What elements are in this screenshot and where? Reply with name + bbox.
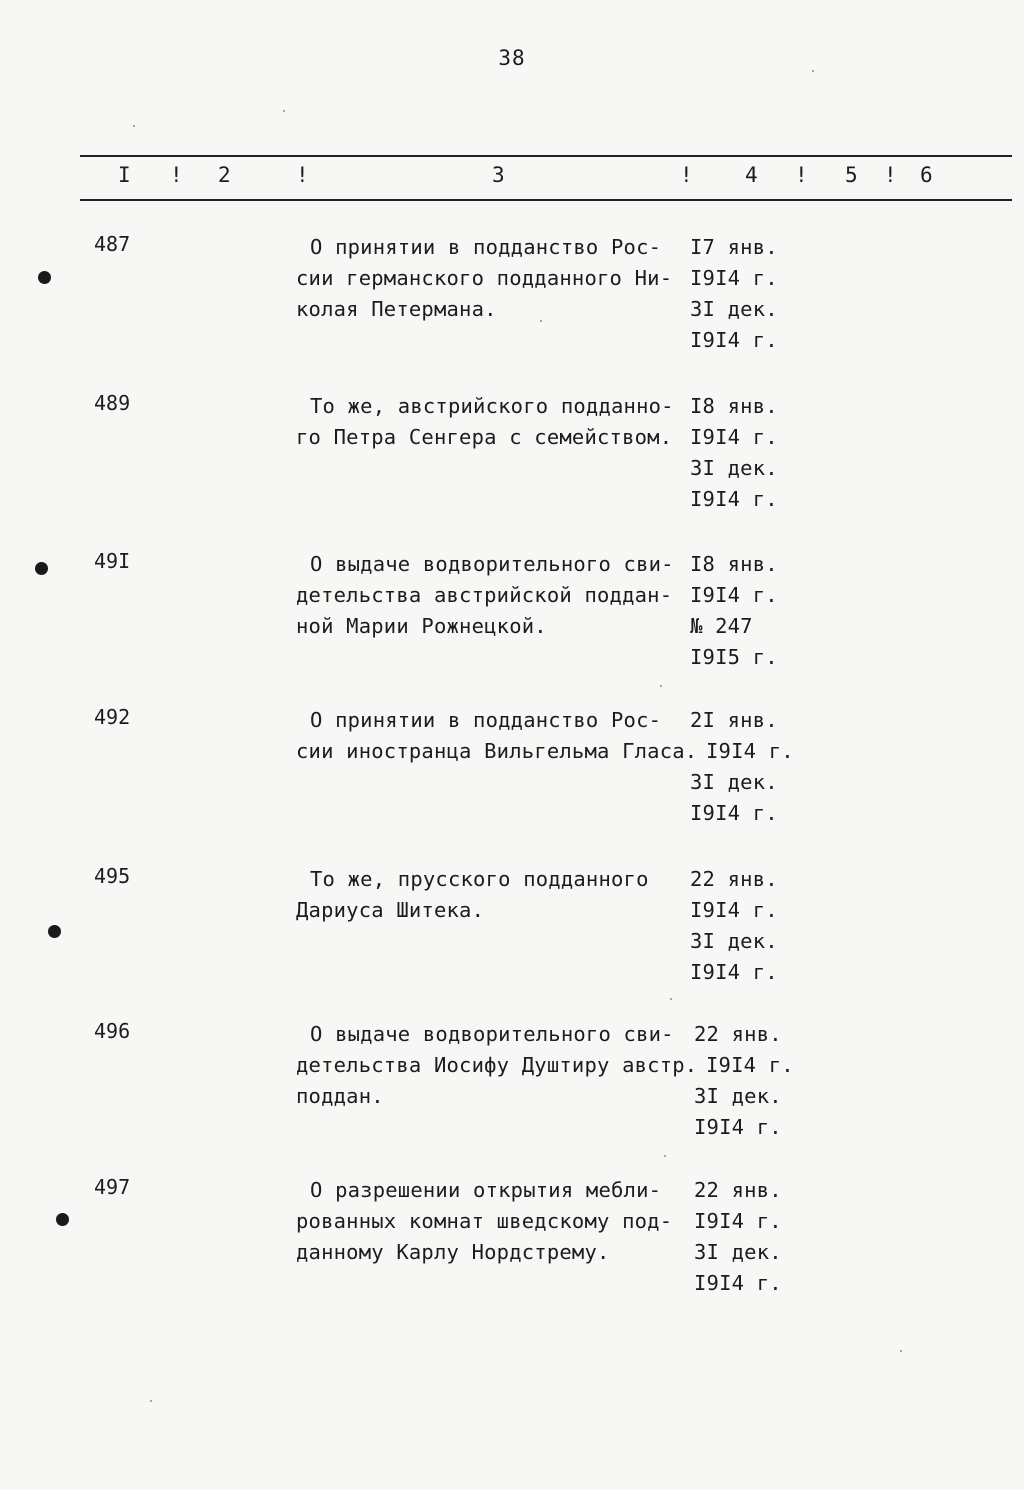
entry-dates: 22 янв. I9I4 г. 3I дек. I9I4 г.: [694, 1178, 782, 1295]
punch-hole: [56, 1213, 69, 1226]
entry-number: 495: [94, 864, 131, 888]
entry-dates: 22 янв. I9I4 г. 3I дек. I9I4 г.: [694, 1022, 794, 1139]
punch-hole: [35, 562, 48, 575]
table-header-rule: [80, 199, 1012, 201]
column-separator: !: [884, 163, 897, 187]
scan-speck: [540, 320, 542, 322]
column-header-6: 6: [920, 163, 933, 187]
column-separator: !: [296, 163, 309, 187]
entry-description: То же, прусского подданного Дариуса Шитека.: [296, 867, 649, 922]
table-row: [0, 232, 1024, 372]
column-header-3: 3: [492, 163, 505, 187]
entry-description: То же, австрийского подданно- го Петра Сенгера с семейством.: [296, 394, 674, 449]
punch-hole: [48, 925, 61, 938]
table-row: [0, 1175, 1024, 1315]
entry-dates: I8 янв. I9I4 г. № 247 I9I5 г.: [690, 552, 778, 669]
entry-description: О выдаче водворительного сви- детельства Иосифу Душтиру австр. поддан.: [296, 1022, 698, 1108]
column-header-5: 5: [845, 163, 858, 187]
entry-dates: 22 янв. I9I4 г. 3I дек. I9I4 г.: [690, 867, 778, 984]
column-separator: !: [170, 163, 183, 187]
scan-speck: [283, 110, 285, 112]
scan-speck: [133, 125, 135, 127]
page-number: 38: [498, 46, 526, 70]
entry-number: 492: [94, 705, 131, 729]
column-header-1: I: [118, 163, 131, 187]
scan-speck: [660, 685, 662, 687]
table-row: [0, 705, 1024, 845]
entry-description: О принятии в подданство Рос- сии германского подданного Ни- колая Петермана.: [296, 235, 673, 321]
scan-speck: [900, 1350, 902, 1352]
table-row: [0, 864, 1024, 1004]
entry-number: 49I: [94, 549, 131, 573]
table-row: [0, 1019, 1024, 1159]
scan-speck: [664, 1155, 666, 1157]
column-separator: !: [680, 163, 693, 187]
punch-hole: [38, 271, 51, 284]
entry-description: О принятии в подданство Рос- сии иностранца Вильгельма Гласа.: [296, 708, 698, 763]
entry-dates: I7 янв. I9I4 г. 3I дек. I9I4 г.: [690, 235, 778, 352]
table-row: [0, 391, 1024, 531]
scan-speck: [812, 70, 814, 72]
table-row: [0, 549, 1024, 689]
entry-number: 489: [94, 391, 131, 415]
entry-number: 487: [94, 232, 131, 256]
entry-number: 497: [94, 1175, 131, 1199]
entry-description: О выдаче водворительного сви- детельства австрийской поддан- ной Марии Рожнецкой.: [296, 552, 674, 638]
column-header-4: 4: [745, 163, 758, 187]
column-separator: !: [795, 163, 808, 187]
entry-number: 496: [94, 1019, 131, 1043]
scan-speck: [150, 1400, 152, 1402]
entry-description: О разрешении открытия мебли- рованных комнат шведскому под- данному Карлу Нордстрему.: [296, 1178, 673, 1264]
scan-speck: [670, 998, 672, 1000]
table-top-rule: [80, 155, 1012, 157]
column-header-2: 2: [218, 163, 231, 187]
entry-dates: I8 янв. I9I4 г. 3I дек. I9I4 г.: [690, 394, 778, 511]
entry-dates: 2I янв. I9I4 г. 3I дек. I9I4 г.: [690, 708, 794, 825]
